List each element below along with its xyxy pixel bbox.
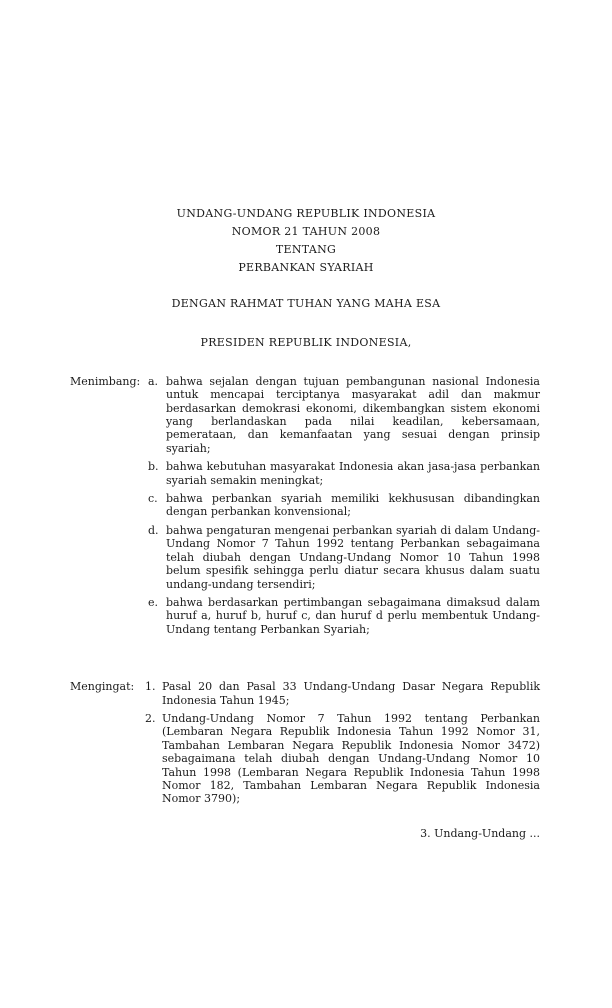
menimbang-items [148,375,540,641]
mengingat-item-1 [145,680,540,707]
menimbang-item-e [148,596,540,636]
menimbang-item-d [148,524,540,591]
authority-line: PRESIDEN REPUBLIK INDONESIA, [200,336,412,350]
menimbang-item-e-text: bahwa berdasarkan pertimbangan sebagaimana dimaksud dalam huruf a, huruf b, huruf c, dan huruf d perlu membentuk Undang-Undang tentang Perbankan Syariah; [166,595,540,636]
menimbang-section [0,375,612,641]
menimbang-item-d-text: bahwa pengaturan mengenai perbankan syariah di dalam Undang-Undang Nomor 7 Tahun 1992 tentang Perbankan sebagaimana telah diubah dengan Undang-Undang Nomor 10 Tahun 1998 belum spesifik sehingga perlu diatur secara khusus dalam suatu undang-undang tersendiri; [166,523,540,591]
menimbang-item-b [148,460,540,487]
menimbang-label: Menimbang: [70,374,141,388]
invocation-line: DENGAN RAHMAT TUHAN YANG MAHA ESA [171,297,441,310]
title-line-2: NOMOR 21 TAHUN 2008 [231,225,381,238]
mengingat-item-1-text: Pasal 20 dan Pasal 33 Undang-Undang Dasar Negara Republik Indonesia Tahun 1945; [162,680,540,707]
menimbang-item-b-text: bahwa kebutuhan masyarakat Indonesia akan jasa-jasa perbankan syariah semakin meningkat; [166,460,540,487]
page-catchword: 3. Undang-Undang ... [420,826,540,840]
title-line-1: UNDANG-UNDANG REPUBLIK INDONESIA [176,207,436,220]
menimbang-item-c-marker: c. [148,492,158,506]
title-line-3: TENTANG [275,243,337,256]
menimbang-item-a [148,375,540,455]
title-line-4: PERBANKAN SYARIAH [238,261,374,274]
menimbang-item-d-marker: d. [148,523,159,537]
mengingat-item-2-text: Undang-Undang Nomor 7 Tahun 1992 tentang Perbankan (Lembaran Negara Republik Indonesia Tahun 1992 Nomor 31, Tambahan Lembaran Negara Republik Indonesia Nomor 3472) sebagaimana telah diubah dengan Undang-Undang Nomor 10 Tahun 1998 (Lembaran Negara Republik Indonesia Tahun 1998 Nomor 182, Tambahan Lembaran Negara Republik Indonesia Nomor 3790); [162,711,540,806]
mengingat-item-2-marker: 2. [145,711,156,725]
document-title-block [0,0,612,277]
menimbang-item-a-text: bahwa sejalan dengan tujuan pembangunan nasional Indonesia untuk mencapai terciptanya masyarakat adil dan makmur berdasarkan demokrasi ekonomi, dikembangkan sistem ekonomi yang berlandaskan pada nilai keadilan, kebersamaan, pemerataan, dan kemanfaatan yang sesuai dengan prinsip syariah; [166,374,540,455]
mengingat-item-1-marker: 1. [145,680,156,694]
menimbang-item-a-marker: a. [148,374,159,388]
menimbang-item-c-text: bahwa perbankan syariah memiliki kekhususan dibandingkan dengan perbankan konvensional; [166,492,540,519]
menimbang-item-b-marker: b. [148,460,159,474]
menimbang-item-c [148,492,540,519]
mengingat-label: Mengingat: [70,680,135,694]
mengingat-items [145,680,540,811]
mengingat-item-2 [145,712,540,806]
mengingat-section [0,680,612,811]
menimbang-item-e-marker: e. [148,595,159,609]
